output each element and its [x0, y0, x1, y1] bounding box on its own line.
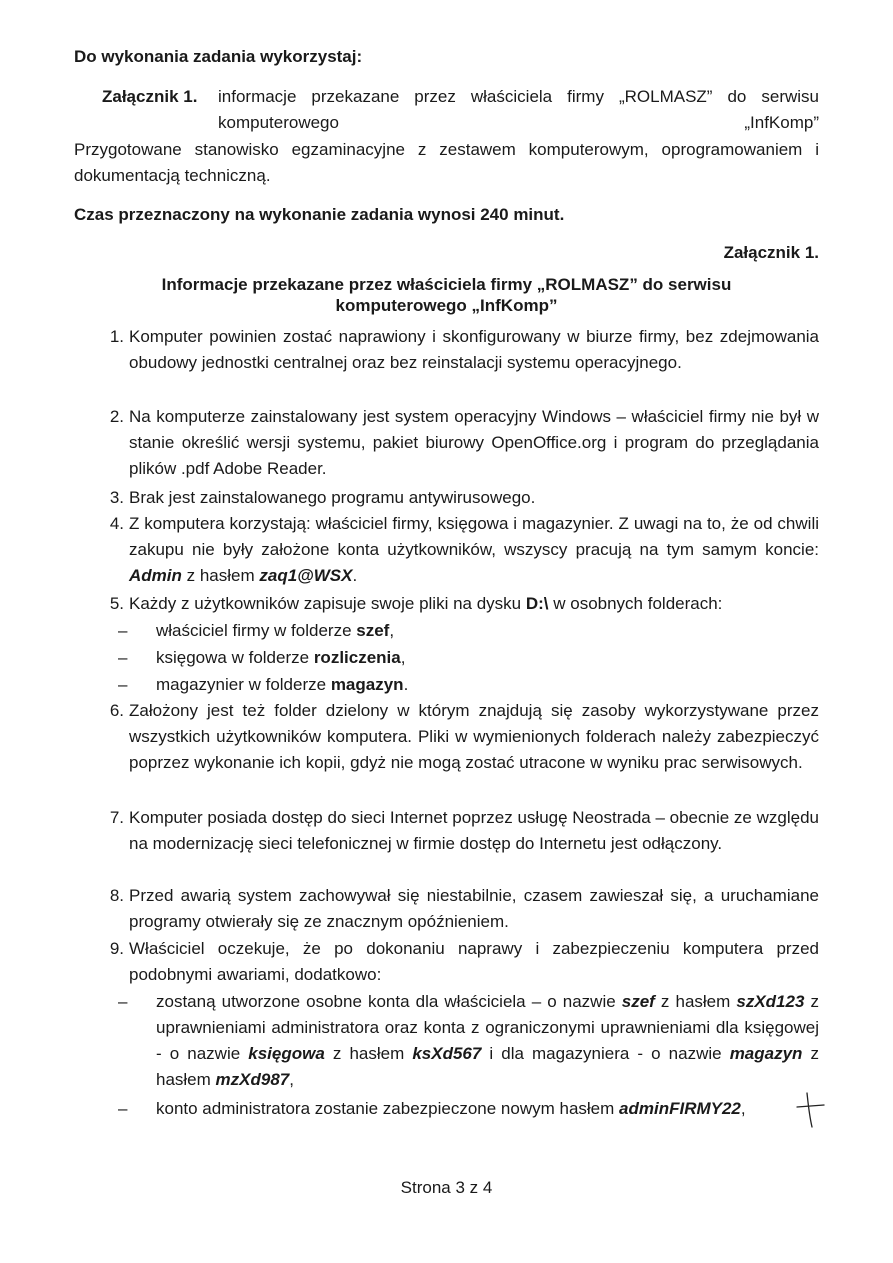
list-item-text: Każdy z użytkowników zapisuje swoje pliki na dysku D:\ w osobnych folderach:	[129, 594, 723, 613]
folder-name: rozliczenia	[313, 648, 401, 667]
folder-name: szef	[356, 621, 390, 640]
account-password: adminFIRMY22	[619, 1099, 741, 1118]
dash-bullet: –	[118, 675, 128, 694]
dash-bullet: –	[118, 648, 128, 667]
account-name: Admin	[129, 566, 182, 585]
list-item-text: Przed awarią system zachowywał się niestabilnie, czasem zawieszał się, a uruchamiane programy otwierały się ze znacznym opóźnieniem.	[129, 886, 819, 931]
list-number: 6.	[109, 701, 124, 720]
attachment-label: Załącznik 1.	[102, 87, 198, 106]
page-number: Strona 3 z 4	[400, 1178, 493, 1197]
list-item-text: Komputer posiada dostęp do sieci Internet poprzez usługę Neostrada – obecnie ze względu na modernizację sieci telefonicznej w firmie dostęp do Internetu jest odłączony.	[129, 808, 819, 853]
handwritten-cross-mark	[794, 1090, 826, 1130]
dash-bullet: –	[118, 992, 128, 1011]
intro-title: Do wykonania zadania wykorzystaj:	[74, 47, 363, 66]
account-name: księgowa	[248, 1044, 325, 1063]
sub-item-admin-password: – konto administratora zostanie zabezpieczone nowym hasłem adminFIRMY22,	[118, 1096, 819, 1122]
list-number: 1.	[109, 327, 124, 346]
list-number: 4.	[109, 514, 124, 533]
list-item-text: Brak jest zainstalowanego programu antywirusowego.	[129, 488, 536, 507]
station-text: Przygotowane stanowisko egzaminacyjne z zestawem komputerowym, oprogramowaniem i dokumentacją techniczną.	[74, 140, 819, 185]
sub-item-accounts: – zostaną utworzone osobne konta dla właściciela – o nazwie szef z hasłem szXd123 z uprawnieniami administratora oraz konta z ograniczonymi uprawnieniami dla księgowej - o nazwie księgowa z hasłem ksXd567 i dla magazyniera - o nazwie magazyn z hasłem mzXd987,	[118, 989, 819, 1093]
list-number: 3.	[109, 488, 124, 507]
time-text: Czas przeznaczony na wykonanie zadania wynosi 240 minut.	[74, 205, 565, 224]
annex-label: Załącznik 1.	[723, 243, 819, 262]
dash-bullet: –	[118, 1099, 128, 1118]
attachment-description: informacje przekazane przez właściciela firmy „ROLMASZ” do serwisu komputerowego „InfKomp”	[218, 87, 819, 132]
account-name: szef	[621, 992, 655, 1011]
list-item-2	[100, 404, 819, 482]
list-item-3	[100, 485, 819, 511]
list-item-1	[100, 324, 819, 376]
list-number: 9.	[109, 939, 124, 958]
list-item-text: Założony jest też folder dzielony w którym znajdują się zasoby wykorzystywane przez wszystkich użytkowników komputera. Pliki w wymienionych folderach należy zabezpieczyć poprzez wykonanie ich kopii, gdyż nie mogą zostać utracone w wyniku prac serwisowych.	[129, 701, 819, 772]
list-number: 8.	[109, 886, 124, 905]
account-password: mzXd987	[215, 1070, 290, 1089]
list-item-5	[100, 591, 819, 617]
list-number: 5.	[109, 594, 124, 613]
list-item-text: Z komputera korzystają: właściciel firmy, księgowa i magazynier. Z uwagi na to, że od chwili zakupu nie były założone konta użytkowników, wszyscy pracują na tym samym koncie: Admin z hasłem zaq1@WSX.	[129, 514, 819, 585]
account-name: magazyn	[729, 1044, 803, 1063]
list-item-6	[100, 698, 819, 776]
list-number: 2.	[109, 407, 124, 426]
list-item-8	[100, 883, 819, 935]
list-item-text: Właściciel oczekuje, że po dokonaniu naprawy i zabezpieczeniu komputera przed podobnymi awariami, dodatkowo:	[129, 939, 819, 984]
list-number: 7.	[109, 808, 124, 827]
list-item-7	[100, 805, 819, 857]
list-item-4	[100, 511, 819, 589]
list-item-9	[100, 936, 819, 988]
annex-title-line1: Informacje przekazane przez właściciela firmy „ROLMASZ” do serwisu	[161, 275, 732, 294]
account-password: ksXd567	[412, 1044, 482, 1063]
account-password: zaq1@WSX	[259, 566, 353, 585]
sub-item: – właściciel firmy w folderze szef,	[118, 618, 819, 644]
drive-letter: D:\	[525, 594, 549, 613]
account-password: szXd123	[736, 992, 805, 1011]
sub-item: – księgowa w folderze rozliczenia,	[118, 645, 819, 671]
annex-title-line2: komputerowego „InfKomp”	[335, 296, 558, 315]
dash-bullet: –	[118, 621, 128, 640]
list-item-text: Komputer powinien zostać naprawiony i skonfigurowany w biurze firmy, bez zdejmowania obudowy jednostki centralnej oraz bez reinstalacji systemu operacyjnego.	[129, 327, 819, 372]
folder-name: magazyn	[330, 675, 404, 694]
list-item-text: Na komputerze zainstalowany jest system operacyjny Windows – właściciel firmy nie był w stanie określić wersji systemu, pakiet biurowy OpenOffice.org i program do przeglądania plików .pdf Adobe Reader.	[129, 407, 819, 478]
sub-item: – magazynier w folderze magazyn.	[118, 672, 819, 698]
